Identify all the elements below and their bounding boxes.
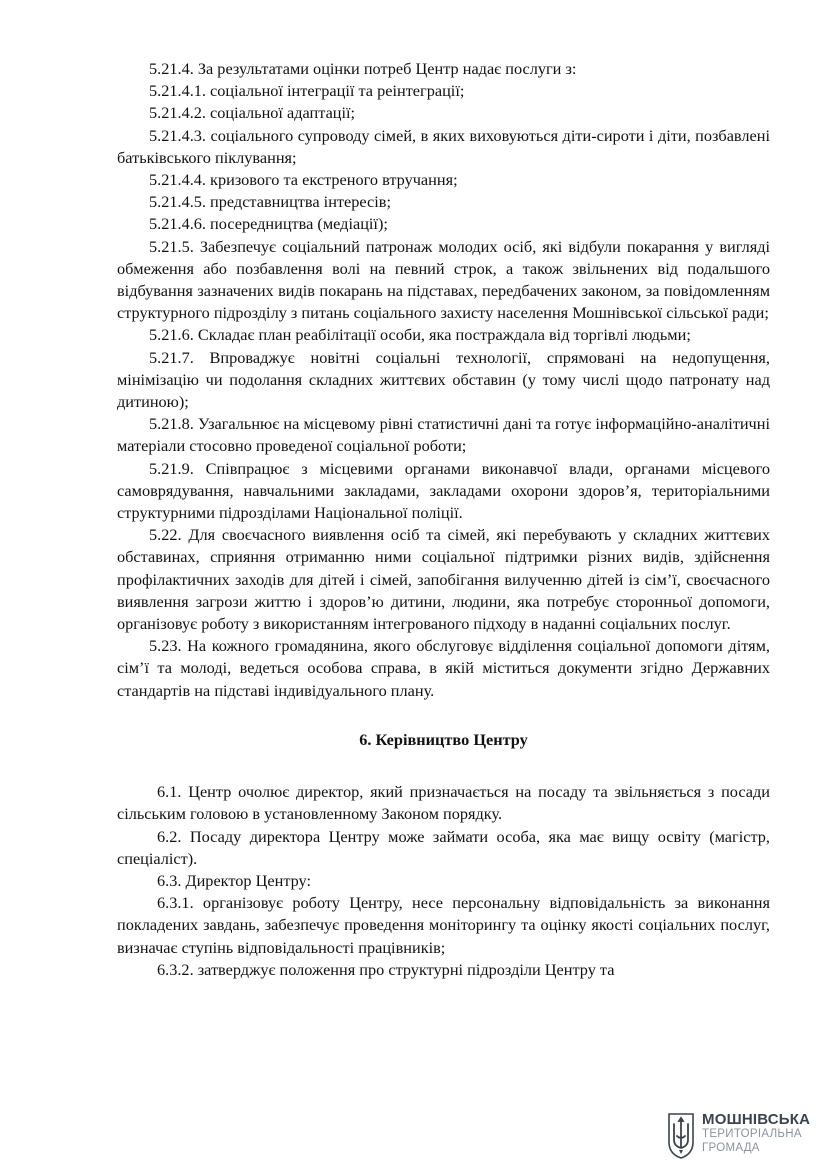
section-heading: 6. Керівництво Центру bbox=[359, 729, 528, 749]
paragraph-5-21-4-3: 5.21.4.3. соціального супроводу сімей, в яких виховуються діти-сироти і діти, позбавлені батьківського піклування; bbox=[117, 125, 770, 167]
logo-title: МОШНІВСЬКА bbox=[702, 1111, 811, 1128]
logo-subtitle-line-1: ТЕРИТОРІАЛЬНА bbox=[702, 1128, 802, 1140]
paragraph-6-3-1: 6.3.1. організовує роботу Центру, несе персональну відповідальність за виконання покладених завдань, забезпечує проведення моніторингу та оцінку якості соціальних послуг, визначає ступінь відповідальності працівників; bbox=[117, 893, 770, 957]
paragraph-5-21-4-2: 5.21.4.2. соціальної адаптації; bbox=[149, 103, 356, 123]
paragraph-5-21-4-5: 5.21.4.5. представництва інтересів; bbox=[149, 192, 391, 212]
logo-text bbox=[702, 1112, 810, 1154]
paragraph-5-23: 5.23. На кожного громадянина, якого обслуговує відділення соціальної допомоги дітям, сім’ї та молоді, ведеться особова справа, в якій міститься документи згідно Державних стандартів на підставі індивідуального плану. bbox=[117, 636, 770, 700]
paragraph-5-21-7: 5.21.7. Впроваджує новітні соціальні технології, спрямовані на недопущення, мінімізацію чи подолання складних життєвих обставин (у тому числі щодо патронату над дитиною); bbox=[117, 347, 770, 412]
community-logo bbox=[666, 1112, 816, 1164]
paragraph-5-21-8: 5.21.8. Узагальнює на місцевому рівні статистичні дані та готує інформаційно-аналітичні матеріали стосовно проведеної соціальної роботи; bbox=[117, 414, 770, 456]
document-page bbox=[117, 58, 770, 981]
paragraph-6-3: 6.3. Директор Центру: bbox=[157, 870, 312, 890]
paragraph-5-21-5: 5.21.5. Забезпечує соціальний патронаж молодих осіб, які відбули покарання у вигляді обмеження або позбавлення волі на певний строк, а також звільнених від подальшого відбування зазначених видів покарань на підставах, передбачених законом, за повідомленням структурного підрозділу з питань соціального захисту населення Мошнівської сільської ради; bbox=[117, 236, 770, 323]
paragraph-5-21-4: 5.21.4. За результатами оцінки потреб Центр надає послуги з: bbox=[149, 59, 577, 78]
paragraph-5-21-4-4: 5.21.4.4. кризового та екстреного втручання; bbox=[149, 170, 458, 190]
paragraph-5-21-4-6: 5.21.4.6. посередництва (медіації); bbox=[149, 214, 388, 234]
logo-subtitle-line-2: ГРОМАДА bbox=[702, 1141, 760, 1154]
paragraph-6-3-2: 6.3.2. затверджує положення про структурні підрозділи Центру та bbox=[157, 959, 615, 979]
paragraph-5-21-4-1: 5.21.4.1. соціальної інтеграції та реінтеграції; bbox=[149, 81, 465, 101]
paragraph-5-21-9: 5.21.9. Співпрацює з місцевими органами виконавчої влади, органами місцевого самоврядування, навчальними закладами, закладами охорони здоров’я, територіальними структурними підрозділами Національної поліції. bbox=[117, 458, 770, 523]
trident-coat-of-arms-icon bbox=[666, 1112, 696, 1160]
paragraph-6-2: 6.2. Посаду директора Центру може займати особа, яка має вищу освіту (магістр, спеціаліст). bbox=[117, 826, 770, 868]
paragraph-5-21-6: 5.21.6. Складає план реабілітації особи, яка постраждала від торгівлі людьми; bbox=[149, 325, 691, 345]
paragraph-6-1: 6.1. Центр очолює директор, який призначається на посаду та звільняється з посади сільським головою в установленному Законом порядку. bbox=[117, 782, 770, 824]
paragraph-5-22: 5.22. Для своєчасного виявлення осіб та сімей, які перебувають у складних життєвих обставинах, сприяння отриманню ними соціальної підтримки різних видів, здійснення профілактичних заходів для дітей і сімей, запобігання вилученню дітей із сім’ї, своєчасного виявлення загрози життю і здоров’ю дитини, людини, яка потребує сторонньої допомоги, організовує роботу з використанням інтегрованого підходу в наданні соціальних послуг. bbox=[117, 525, 770, 634]
